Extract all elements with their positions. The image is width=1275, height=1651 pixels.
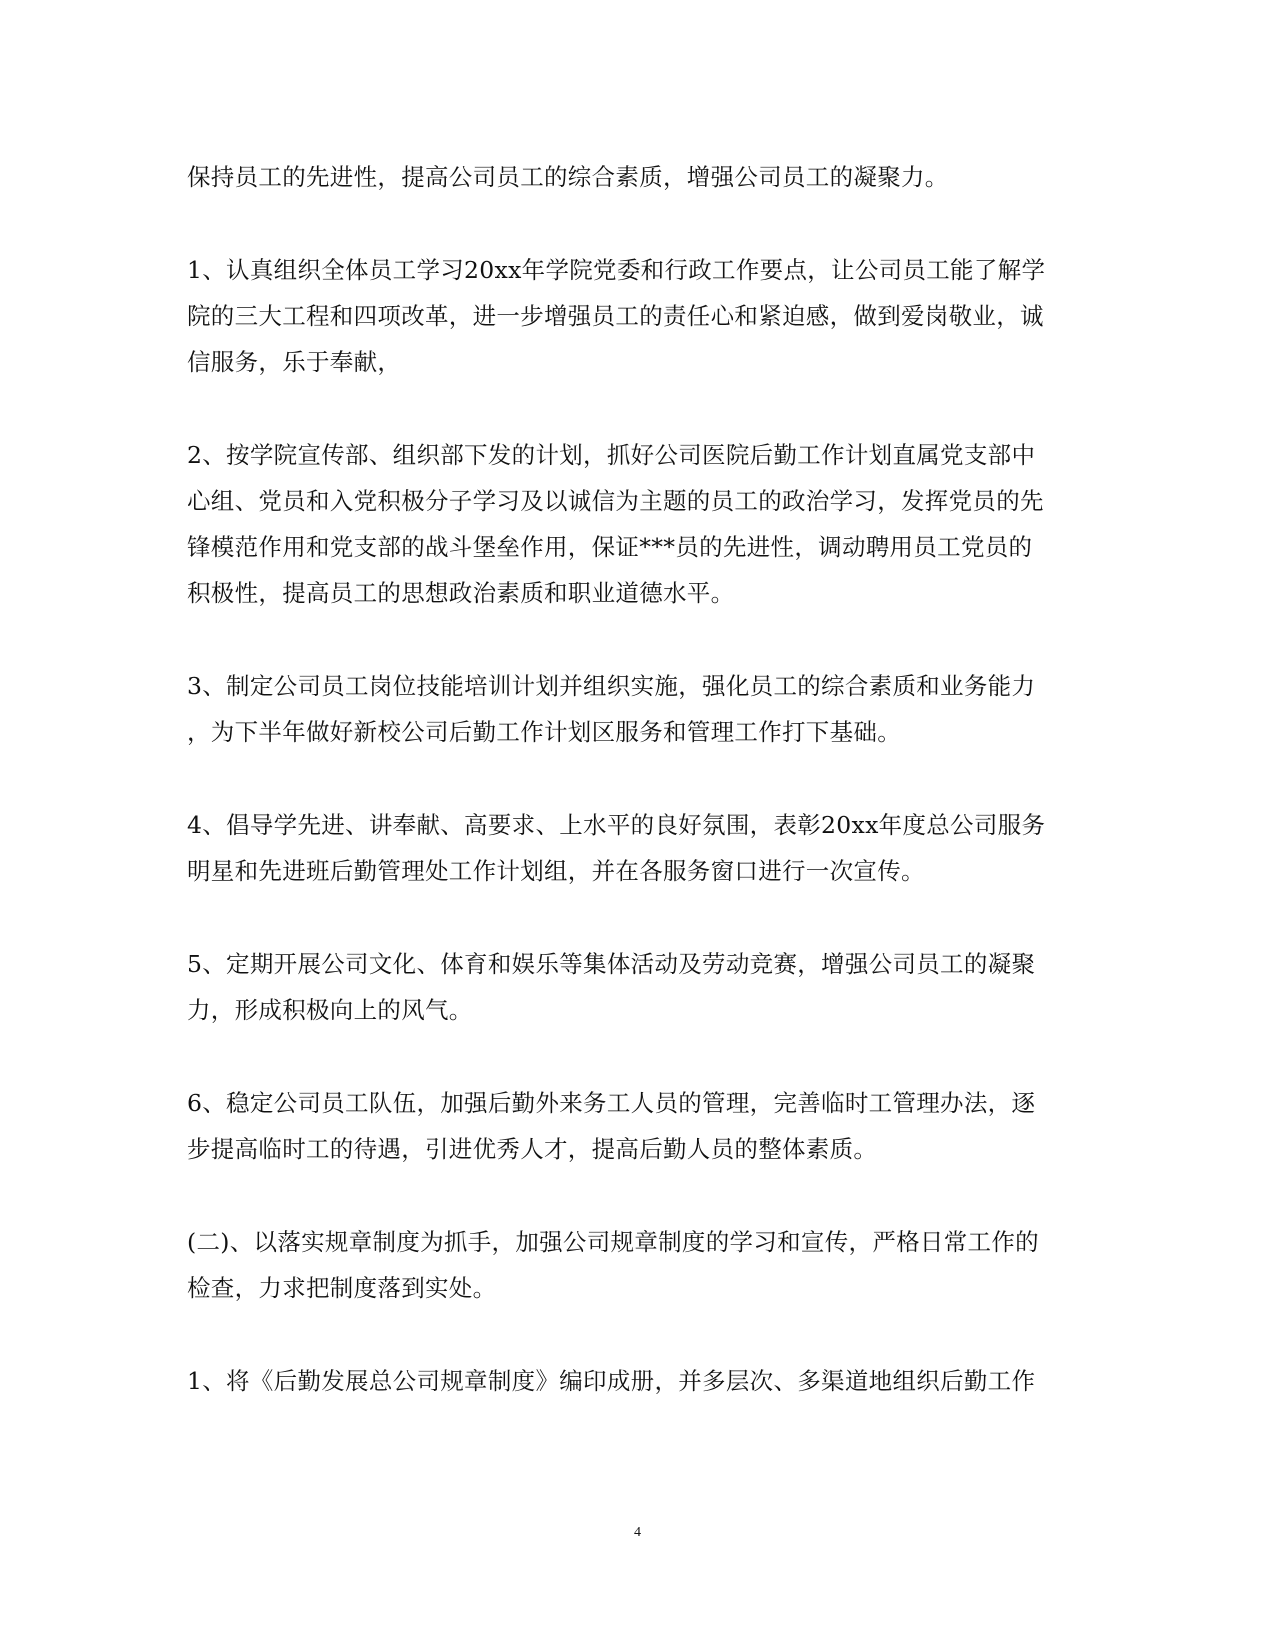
text-line: 2、按学院宣传部、组织部下发的计划，抓好公司医院后勤工作计划直属党支部中	[187, 441, 1036, 469]
page-number: 4	[634, 1525, 641, 1540]
text-line: 1、将《后勤发展总公司规章制度》编印成册，并多层次、多渠道地组织后勤工作	[187, 1367, 1036, 1395]
text-line: 5、定期开展公司文化、体育和娱乐等集体活动及劳动竞赛，增强公司员工的凝聚	[187, 950, 1036, 978]
text-line: ，为下半年做好新校公司后勤工作计划区服务和管理工作打下基础。	[187, 718, 901, 746]
text-line: 保持员工的先进性，提高公司员工的综合素质，增强公司员工的凝聚力。	[187, 163, 949, 191]
text-line: 1、认真组织全体员工学习20xx年学院党委和行政工作要点，让公司员工能了解学	[187, 256, 1046, 284]
text-line: 明星和先进班后勤管理处工作计划组，并在各服务窗口进行一次宣传。	[187, 857, 925, 885]
text-line: 锋模范作用和党支部的战斗堡垒作用，保证***员的先进性，调动聘用员工党员的	[187, 533, 1033, 561]
text-line: 3、制定公司员工岗位技能培训计划并组织实施，强化员工的综合素质和业务能力	[187, 672, 1036, 700]
text-line: (二)、以落实规章制度为抓手，加强公司规章制度的学习和宣传，严格日常工作的	[187, 1228, 1039, 1256]
text-line: 步提高临时工的待遇，引进优秀人才，提高后勤人员的整体素质。	[187, 1135, 878, 1163]
text-line: 信服务，乐于奉献，	[187, 348, 402, 376]
text-line: 心组、党员和入党积极分子学习及以诚信为主题的员工的政治学习，发挥党员的先	[187, 487, 1044, 515]
text-line: 4、倡导学先进、讲奉献、高要求、上水平的良好氛围，表彰20xx年度总公司服务	[187, 811, 1046, 839]
text-line: 力，形成积极向上的风气。	[187, 996, 473, 1024]
text-line: 院的三大工程和四项改革，进一步增强员工的责任心和紧迫感，做到爱岗敬业，诚	[187, 302, 1044, 330]
text-line: 检查，力求把制度落到实处。	[187, 1274, 497, 1302]
text-line: 6、稳定公司员工队伍，加强后勤外来务工人员的管理，完善临时工管理办法，逐	[187, 1089, 1036, 1117]
text-line: 积极性，提高员工的思想政治素质和职业道德水平。	[187, 579, 735, 607]
